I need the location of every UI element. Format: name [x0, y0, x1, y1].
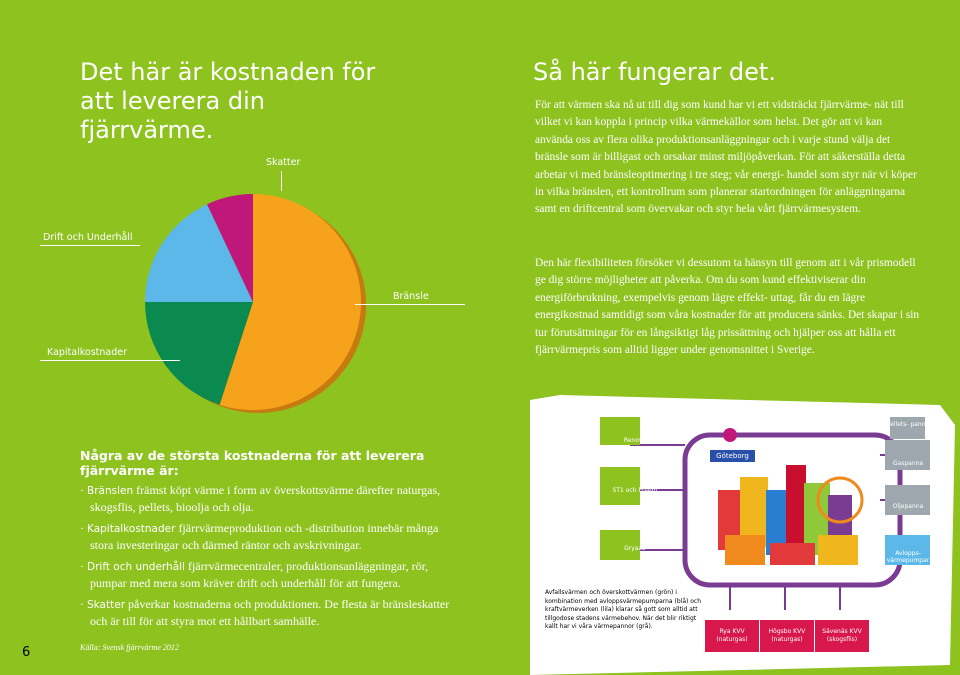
diagram-caption: Avfallsvärmen och överskottvärmen (grön) i kombination med avloppsvärmepumparna (blå) och kraftvärmeverken (lila) klarar så gott som alltid att tillgodose stadens värmebehov. När det blir riktigt kallt har vi våra värmepannor (grå).: [545, 589, 702, 630]
label-skatter: Skatter: [266, 157, 301, 168]
green-source-box: [600, 467, 640, 505]
city-label: Göteborg: [716, 452, 749, 460]
cost-item: · Skatter påverkar kostnaderna och produktionen. De flesta är bränsleskatter och är till för att styra mot ett hållbart samhälle.: [80, 597, 450, 628]
plant-rya: Rya KVV (naturgas): [705, 620, 759, 652]
owl-icon: [723, 428, 737, 442]
source-renova: Renova: [623, 437, 647, 444]
paragraph-1: För att värmen ska nå ut till dig som kund har vi ett vidsträckt fjärrvärme- nät till vilket vi kan koppla i princip vilka värmekällor som helst. Det gör att vi kan använda oss av flera olika produktionsanläggningar och i varje stund välja det bränsle som är billigast och orsakar minst miljöpåverkan. För att säkerställa detta arbetar vi med bränsleoptimering i tre steg; vår energi- handel som styr när vi köper in vilka bränslen, ett kontrollrum som planerar startordningen för anläggningarna samt en driftcentral som övervakar och styr hela vårt fjärrvärmesystem.: [535, 99, 917, 216]
leader-line: [281, 171, 282, 191]
costs-heading: Några av de största kostnaderna för att leverera fjärrvärme är:: [80, 448, 425, 478]
source-note: Källa: Svensk fjärrvärme 2012: [80, 643, 179, 652]
building: [770, 543, 815, 565]
source-gryaab: Gryaab: [624, 545, 646, 552]
costs-list: [80, 448, 460, 635]
label-kapital: Kapitalkostnader: [47, 347, 128, 358]
plant-savenas: Sävenäs KVV (skogsflis): [815, 620, 869, 652]
heat-pellets: Pellets- panna: [886, 421, 930, 428]
label-drift: Drift och Underhåll: [43, 232, 133, 243]
page-number: 6: [22, 645, 31, 660]
source-st1: ST1 och Preem: [612, 487, 658, 494]
leader-line: [355, 304, 465, 305]
grey-boiler: [885, 485, 930, 515]
cost-item: · Bränslen främst köpt värme i form av överskottsvärme därefter naturgas, skogsflis, pellets, bioolja och olja.: [80, 483, 441, 514]
right-title: Så här fungerar det.: [533, 58, 776, 86]
paragraph-2: Den här flexibiliteten försöker vi dessutom ta hänsyn till genom att i vår prismodell ge dig större möjligheter att påverka. Om du som kund effektiviserar din energiförbrukning, exempelvis genom lägre effekt- uttag, får du en lägre energikostnad samtidigt som våra kostnader för att producera sänks. Det skapar i sin tur förutsättningar för en långsiktigt låg prissättning och hjälper oss att hålla ett fjärrvärmepris som alltid ligger under genomsnittet i Sverige.: [535, 257, 920, 357]
building: [786, 465, 806, 545]
leader-line: [40, 245, 140, 246]
cost-item: · Kapitalkostnader fjärrvärmeproduktion och -distribution innebär många stora investeringar och därmed räntor och avskrivningar.: [80, 521, 439, 552]
building: [725, 535, 765, 565]
heat-gas: Gaspanna: [892, 460, 924, 467]
label-bransle: Bränsle: [393, 291, 429, 302]
leader-line: [40, 360, 180, 361]
heat-oil: Oljepanna: [892, 503, 924, 510]
left-title: Det här är kostnaden för att leverera din fjärrvärme.: [80, 58, 376, 144]
heat-pump-sewage: Avlopps- värmepumpar: [886, 550, 930, 564]
building: [818, 535, 858, 565]
cost-item: · Drift och underhåll fjärrvärmecentraler, produktionsanläggningar, rör, pumpar med mera som kräver drift och underhåll för att fungera.: [80, 559, 429, 590]
plant-hogsbo: Högsbo KVV (naturgas): [760, 620, 814, 652]
